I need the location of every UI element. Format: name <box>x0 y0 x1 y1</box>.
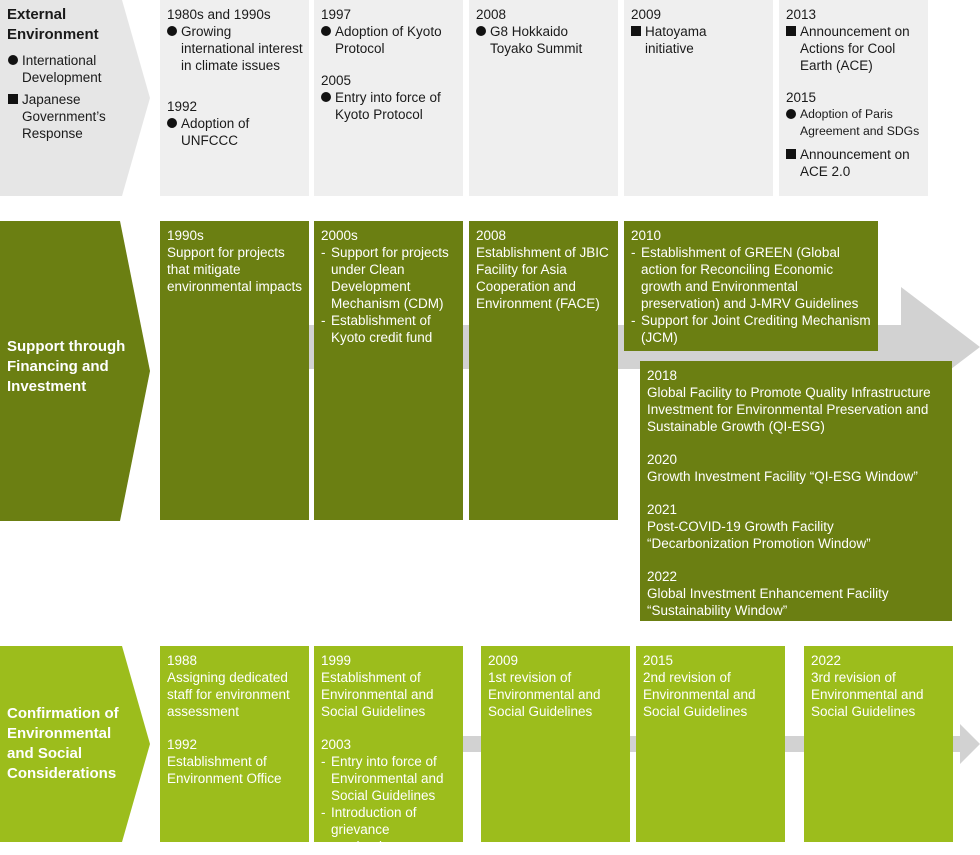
external-column-2013-2015 <box>779 0 928 196</box>
external-event <box>167 115 304 149</box>
year-label: 1992 <box>167 99 198 114</box>
considerations-header <box>0 646 152 842</box>
item-text: Introduction of grievance mechanism <box>331 805 417 854</box>
year-label: 2022 <box>647 569 678 584</box>
year-label: 2020 <box>647 452 678 467</box>
circle-icon <box>8 55 18 65</box>
legend-international-development <box>8 52 148 86</box>
year-label: 2005 <box>321 73 352 88</box>
box-text: Establishment of Environment Office <box>167 754 282 786</box>
legend-label: International Development <box>22 53 102 85</box>
title-line: Investment <box>7 378 87 395</box>
title-line: Financing and <box>7 358 109 375</box>
item-text: Support for Joint Crediting Mechanism (JCM) <box>641 313 871 345</box>
external-event <box>321 89 458 123</box>
box-text: 2nd revision of Environmental and Social Guidelines <box>643 670 756 719</box>
item-text: Establishment of Kyoto credit fund <box>331 313 433 345</box>
year-label: 2021 <box>647 502 678 517</box>
financing-box-1990s <box>160 221 309 520</box>
financing-investment-header <box>0 221 152 521</box>
box-text: 3rd revision of Environmental and Social Guidelines <box>811 670 924 719</box>
circle-icon <box>321 26 331 36</box>
list-item: - Support for projects under Clean Development Mechanism (CDM) <box>321 244 457 312</box>
external-event <box>476 23 613 57</box>
considerations-box-1999-2003 <box>314 646 463 854</box>
external-column-1997-2005 <box>314 0 463 196</box>
year-label: 1997 <box>321 7 352 22</box>
title-line: and Social <box>7 745 83 762</box>
legend-label: Japanese Government’s Response <box>22 92 106 141</box>
square-icon <box>786 26 796 36</box>
circle-icon <box>167 26 177 36</box>
external-environment-title <box>7 5 99 45</box>
box-text: Global Investment Enhancement Facility “Sustainability Window” <box>647 586 889 618</box>
box-text: Establishment of Environmental and Social Guidelines <box>321 670 434 719</box>
year-label: 2013 <box>786 7 817 22</box>
year-label: 2010 <box>631 228 662 243</box>
year-label: 2009 <box>488 653 519 668</box>
item-text: Entry into force of Environmental and Social Guidelines <box>331 754 444 803</box>
year-label: 1992 <box>167 737 198 752</box>
financing-box-2000s <box>314 221 463 520</box>
financing-box-2008 <box>469 221 618 520</box>
circle-icon <box>321 92 331 102</box>
circle-icon <box>786 109 796 119</box>
legend-japanese-government-response <box>8 91 148 142</box>
item-text: Establishment of GREEN (Global action for Reconciling Economic growth and Environmental preservation) and J-MRV Guidelines <box>641 245 859 311</box>
box-text: Establishment of JBIC Facility for Asia Cooperation and Environment (FACE) <box>476 245 609 311</box>
year-label: 2018 <box>647 368 678 383</box>
external-column-2009 <box>624 0 773 196</box>
considerations-box-1988-1992 <box>160 646 309 842</box>
list-item: - Establishment of GREEN (Global action for Reconciling Economic growth and Environmental preservation) and J-MRV Guidelines <box>631 244 876 312</box>
considerations-title <box>7 704 119 784</box>
event-text: Adoption of Kyoto Protocol <box>335 24 442 56</box>
external-event <box>167 23 304 74</box>
financing-box-2018-2022 <box>640 361 952 621</box>
external-column-2008 <box>469 0 618 196</box>
external-event <box>631 23 768 57</box>
event-text: G8 Hokkaido Toyako Summit <box>490 24 583 56</box>
event-text: Adoption of UNFCCC <box>181 116 250 148</box>
year-label: 2009 <box>631 7 662 22</box>
year-label: 1990s <box>167 228 204 243</box>
box-text: Assigning dedicated staff for environment assessment <box>167 670 290 719</box>
external-event <box>786 146 923 180</box>
year-label: 2022 <box>811 653 842 668</box>
title-line: Considerations <box>7 765 117 782</box>
box-text: 1st revision of Environmental and Social Guidelines <box>488 670 601 719</box>
year-label: 1980s and 1990s <box>167 7 271 22</box>
year-label: 2000s <box>321 228 358 243</box>
title-line: Environmental <box>7 725 112 742</box>
title-line: External <box>7 6 67 23</box>
year-label: 2015 <box>786 90 817 105</box>
box-text: Global Facility to Promote Quality Infrastructure Investment for Environmental Preservation and Sustainable Growth (QI-ESG) <box>647 385 931 434</box>
circle-icon <box>167 118 177 128</box>
title-line: Support through <box>7 338 126 355</box>
square-icon <box>786 149 796 159</box>
considerations-box-2022 <box>804 646 953 842</box>
external-event <box>786 106 923 140</box>
item-text: Support for projects under Clean Development Mechanism (CDM) <box>331 245 449 311</box>
financing-box-2010 <box>624 221 878 351</box>
considerations-box-2009 <box>481 646 630 842</box>
list-item: - Entry into force of Environmental and Social Guidelines <box>321 753 461 804</box>
external-column-1980s-1990s <box>160 0 309 196</box>
title-line: Environment <box>7 26 99 43</box>
list-item: - Establishment of Kyoto credit fund <box>321 312 457 346</box>
year-label: 2008 <box>476 228 507 243</box>
year-label: 1988 <box>167 653 198 668</box>
considerations-box-2015 <box>636 646 785 842</box>
event-text: Hatoyama initiative <box>645 24 707 56</box>
year-label: 1999 <box>321 653 352 668</box>
event-text: Adoption of Paris Agreement and SDGs <box>800 107 920 138</box>
box-text: Post-COVID-19 Growth Facility “Decarbonization Promotion Window” <box>647 519 871 551</box>
list-item: - Support for Joint Crediting Mechanism (JCM) <box>631 312 876 346</box>
event-text: Growing international interest in climate issues <box>181 24 303 73</box>
box-text: Growth Investment Facility “QI-ESG Window” <box>647 469 918 484</box>
external-event <box>786 23 923 74</box>
year-label: 2015 <box>643 653 674 668</box>
external-environment-header <box>0 0 152 196</box>
event-text: Announcement on ACE 2.0 <box>800 147 910 179</box>
year-label: 2003 <box>321 737 352 752</box>
external-event <box>321 23 458 57</box>
financing-investment-title <box>7 337 125 397</box>
title-line: Confirmation of <box>7 705 119 722</box>
event-text: Announcement on Actions for Cool Earth (ACE) <box>800 24 910 73</box>
square-icon <box>631 26 641 36</box>
list-item: - Introduction of grievance mechanism <box>321 804 461 855</box>
event-text: Entry into force of Kyoto Protocol <box>335 90 441 122</box>
box-text: Support for projects that mitigate environmental impacts <box>167 245 303 294</box>
circle-icon <box>476 26 486 36</box>
year-label: 2008 <box>476 7 507 22</box>
square-icon <box>8 94 18 104</box>
